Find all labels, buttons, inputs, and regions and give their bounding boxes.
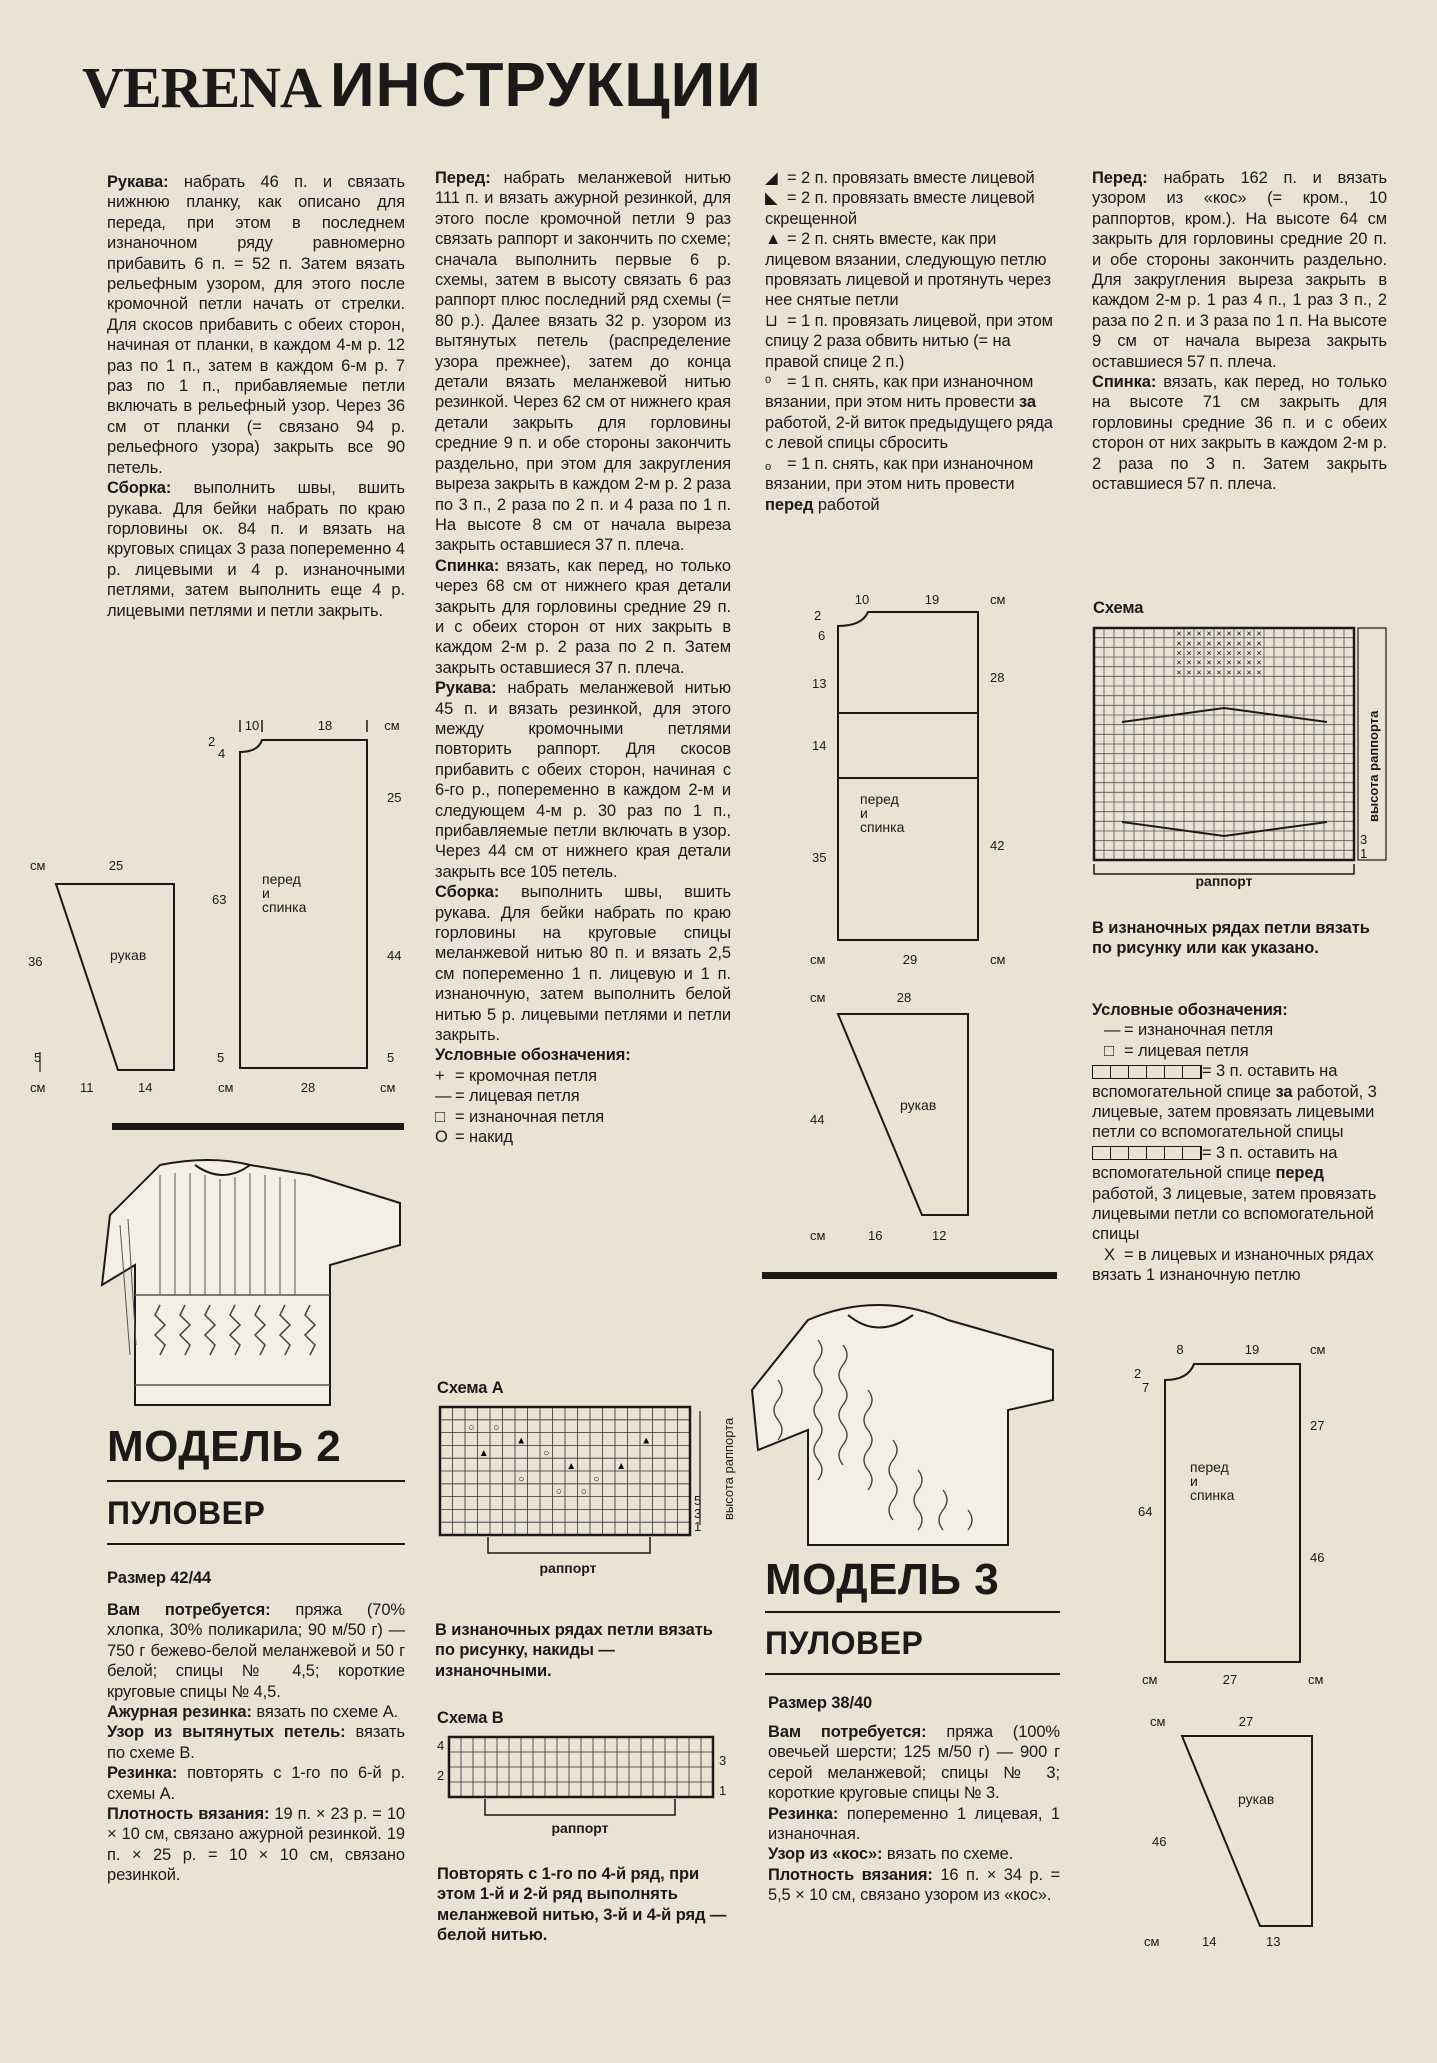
dim-label: 13 [1266, 1934, 1281, 1949]
legend-item: □ = изнаночная петля [435, 1107, 605, 1126]
spec-item: Вам потребуется: пряжа (100% овечьей шерсти; 125 м/50 г) — 900 г серой меланжевой; спицы № 3; короткие круговые спицы № 3. [768, 1723, 1060, 1803]
x-mark: × [1206, 638, 1212, 649]
dim-label: 42 [990, 838, 1005, 853]
col1-rule-bottom [107, 1543, 405, 1545]
dim-label: 46 [1152, 1834, 1167, 1849]
stitch-mark: ▲ [566, 1461, 577, 1472]
col4-legend [1092, 1000, 1387, 1286]
dim-label: 28 [896, 990, 912, 1005]
dim-label: 27 [1310, 1418, 1325, 1433]
legend-symbol: — [435, 1087, 452, 1106]
dim-label: 27 [1238, 1714, 1254, 1729]
model3-pattern-diagram [800, 590, 1060, 1250]
x-mark: × [1216, 648, 1222, 658]
x-mark: × [1196, 628, 1202, 639]
x-mark: × [1236, 628, 1242, 639]
x-mark: × [1216, 638, 1222, 649]
x-mark: × [1186, 648, 1192, 658]
x-mark: × [1256, 648, 1262, 658]
stitch-mark: ○ [555, 1486, 562, 1498]
rapport-label: раппорт [551, 1820, 609, 1836]
model3-sleeve-dims [810, 990, 946, 1243]
stitch-mark: ○ [580, 1486, 587, 1498]
dim-label: 64 [1138, 1504, 1153, 1519]
dim-label: 13 [812, 676, 827, 691]
dim-unit: см [30, 1080, 46, 1095]
x-mark: × [1176, 648, 1182, 658]
schema-a-title: Схема А [437, 1379, 504, 1397]
x-mark: × [1196, 657, 1202, 668]
x-mark: × [1206, 657, 1212, 668]
x-mark: × [1246, 648, 1252, 658]
col2-para-sleeves: Рукава: набрать меланжевой нитью 45 п. и вязать резинкой, для этого между кромочными петлями повторить раппорт. Для скосов прибавить с обеих сторон, начиная с 6-го р., попеременно в каждом 2-м и следующем 4-м р. 30 раз по 1 п., прибавляемые петли включать в узор. Через 44 см от нижнего края детали закрыть все 105 петель. [435, 679, 731, 881]
col2-para-assembly: Сборка: выполнить швы, вшить рукава. Для бейки набрать по краю горловины на круговые спицы меланжевой нитью 80 п. и вязать 2,5 см попеременно 1 п. лицевую и 1 п. изнаночную, затем выполнить белой нитью 5 р. лицевыми петлями и петли закрыть. [435, 883, 731, 1045]
dim-unit: см [990, 592, 1006, 607]
stitch-mark: ▲ [641, 1435, 652, 1447]
model2-title: МОДЕЛЬ 2 [107, 1422, 342, 1471]
row-label: 3 [1360, 832, 1368, 847]
dim-unit: см [218, 1080, 234, 1095]
spec-item: Резинка: повторять с 1-го по 6-й р. схемы А. [107, 1764, 405, 1803]
stitch-mark: ▲ [516, 1435, 527, 1447]
model2-pattern-diagram [20, 712, 420, 1107]
x-mark: × [1216, 667, 1222, 678]
cable-schema-chart [1092, 622, 1392, 892]
model3-size: Размер 38/40 [768, 1694, 873, 1712]
x-mark: × [1256, 667, 1262, 678]
row-label: 5 [694, 1493, 702, 1508]
stitch-mark: ○ [593, 1473, 600, 1485]
page-header [82, 48, 782, 138]
page-title: ИНСТРУКЦИИ [330, 51, 762, 120]
x-mark: × [1216, 628, 1222, 639]
dim-label: 27 [1222, 1672, 1238, 1687]
model2-sweater-illustration [100, 1155, 405, 1415]
schema-b-note: Повторять с 1-го по 4-й ряд, при этом 1-й и 2-й ряд выполнять меланжевой нитью, 3-й и 4-й ряд — белой нитью. [437, 1865, 727, 1945]
dim-label: 5 [217, 1050, 225, 1065]
spec-item: Вам потребуется: пряжа (70% хлопка, 30% поликарила; 90 м/50 г) — 750 г бежево-белой меланжевой и 50 г белой; спицы № 4,5; короткие круговые спицы № 4,5. [107, 1601, 406, 1701]
x-mark: × [1196, 638, 1202, 649]
legend-item: ◣ = 2 п. провязать вместе лицевой скрещенной [765, 189, 1035, 228]
col4-para-back: Спинка: вязать, как перед, но только на высоте 71 см закрыть для горловины средние 36 п. и с обеих сторон от них закрыть в каждом 2-м р. 2 раза по 3 п. Затем закрыть оставшиеся 57 п. плеча. [1092, 373, 1387, 494]
dim-label: 10 [854, 592, 870, 607]
dim-label: 19 [924, 592, 940, 607]
legend-item: ₒ = 1 п. снять, как при изнаночном вязании, при этом нить провести перед работой [765, 454, 1034, 514]
col3-legend [765, 168, 1060, 515]
rapport-label: раппорт [1195, 873, 1253, 889]
model3-body-piece [838, 612, 978, 940]
x-mark: × [1226, 628, 1232, 639]
dim-unit: см [1310, 1342, 1326, 1357]
dim-label: 7 [1142, 1380, 1150, 1395]
sleeve-label: рукав [900, 1097, 937, 1113]
dim-unit: см [30, 858, 46, 873]
legend-item: + = кромочная петля [435, 1066, 597, 1085]
model2-specs [107, 1600, 405, 1886]
schema-title: Схема [1093, 599, 1144, 617]
x-mark: × [1236, 667, 1242, 678]
model2-body-dims [208, 718, 401, 1095]
legend-item: X = в лицевых и изнаночных рядах вязать 1 изнаночную петлю [1092, 1245, 1374, 1285]
legend-item: = 3 п. оставить на вспомогательной спице перед работой, 3 лицевые, затем провязать лицевыми петли со вспомогательной спицы [1092, 1143, 1377, 1244]
legend-item: ◢ = 2 п. провязать вместе лицевой [765, 169, 1035, 187]
x-mark: × [1236, 648, 1242, 658]
schema-a-chart [438, 1405, 738, 1580]
x-mark: × [1236, 638, 1242, 649]
dim-label: 19 [1244, 1342, 1260, 1357]
x-mark: × [1186, 667, 1192, 678]
body-label: спинка [860, 819, 905, 835]
spec-item: Узор из вытянутых петель: вязать по схеме В. [107, 1723, 405, 1762]
body-label: и [1190, 1473, 1198, 1489]
x-mark: × [1246, 628, 1252, 639]
dim-label: 46 [1310, 1550, 1325, 1565]
model3-sweater-illustration [748, 1290, 1063, 1550]
dim-label: 16 [868, 1228, 883, 1243]
stitch-mark: ▲ [478, 1448, 489, 1460]
dim-label: 10 [244, 718, 260, 733]
legend-symbol: ◢ [765, 169, 778, 187]
dim-label: 4 [218, 746, 226, 761]
cable-left-symbol [1092, 1146, 1202, 1160]
x-mark: × [1256, 638, 1262, 649]
row-label: 3 [694, 1506, 702, 1521]
x-mark: × [1186, 657, 1192, 668]
col1-para-assembly: Сборка: выполнить швы, вшить рукава. Для бейки набрать по краю горловины ок. 84 п. и вязать на круговых спицах 3 раза попеременно 4 р. лицевыми и 4 р. изнаночными петлями, затем выполнить еще 4 р. лицевыми петлями и петли закрыть. [107, 479, 405, 620]
dim-unit: см [384, 718, 400, 733]
schema-a-note: В изнаночных рядах петли вязать по рисунку, накиды — изнаночными. [435, 1621, 713, 1680]
row-label: 1 [1360, 846, 1368, 861]
model3-sleeve-piece [838, 1014, 968, 1215]
dim-label: 8 [1176, 1342, 1184, 1357]
dim-unit: см [1150, 1714, 1166, 1729]
dim-label: 2 [208, 734, 216, 749]
dim-label: 35 [812, 850, 827, 865]
x-mark: × [1256, 628, 1262, 639]
sleeve-label: рукав [110, 947, 147, 963]
stitch-mark: ○ [518, 1473, 525, 1485]
dim-label: 11 [80, 1080, 94, 1095]
col2-para-back: Спинка: вязать, как перед, но только через 68 см от нижнего края детали закрыть для горловины средние 29 п. и с обеих сторон от них закрыть в каждом 2-м р. 2 раза по 2 п. Затем закрыть оставшиеся 37 п. плеча. [435, 556, 731, 677]
x-mark: × [1186, 628, 1192, 639]
legend-symbol: ▲ [765, 230, 782, 249]
x-mark: × [1226, 657, 1232, 668]
body-label: и [860, 805, 868, 821]
row-label: 1 [694, 1519, 702, 1534]
dim-unit: см [1142, 1672, 1158, 1687]
legend-symbol: + [435, 1066, 445, 1085]
x-mark: × [1206, 667, 1212, 678]
legend-item: — = изнаночная петля [1092, 1020, 1387, 1040]
legend-symbol: □ [435, 1107, 445, 1126]
x-mark: × [1226, 667, 1232, 678]
col4-sleeve-dims [1144, 1714, 1280, 1949]
x-mark: × [1246, 667, 1252, 678]
legend-item: = 3 п. оставить на вспомогательной спице за работой, 3 лицевые, затем провязать лицевыми петли со вспомогательной спицы [1092, 1062, 1377, 1142]
model3-specs [768, 1722, 1060, 1906]
dim-label: 28 [300, 1080, 316, 1095]
dim-unit: см [990, 952, 1006, 967]
legend-symbol: ₒ [765, 454, 772, 473]
stitch-mark: ○ [543, 1448, 550, 1460]
dim-label: 36 [28, 954, 43, 969]
dim-unit: см [1308, 1672, 1324, 1687]
row-label: 3 [719, 1753, 727, 1768]
x-mark: × [1246, 638, 1252, 649]
cable-right-symbol [1092, 1065, 1202, 1079]
col1-rule-top [112, 1123, 404, 1130]
body-label: и [262, 885, 270, 901]
legend-item: □ = лицевая петля [1092, 1041, 1387, 1061]
schema-b-title: Схема В [437, 1709, 504, 1727]
schema-b-chart [435, 1735, 735, 1845]
legend-symbol: ⊔ [765, 311, 778, 330]
dim-label: 5 [34, 1050, 42, 1065]
spec-item: Ажурная резинка: вязать по схеме А. [107, 1703, 399, 1722]
legend-item: ᵒ = 1 п. снять, как при изнаночном вязании, при этом нить провести за работой, 2-й виток предыдущего ряда с левой спицы сбросить [765, 373, 1053, 453]
dim-label: 18 [317, 718, 333, 733]
x-mark: × [1196, 667, 1202, 678]
dim-unit: см [380, 1080, 396, 1095]
col4-body-piece [1165, 1364, 1300, 1662]
legend-item: ⊔ = 1 п. провязать лицевой, при этом спицу 2 раза обвить нитью (= на правой спице 2 п.) [765, 311, 1053, 371]
dim-label: 6 [818, 628, 826, 643]
spec-item: Резинка: попеременно 1 лицевая, 1 изнаночная. [768, 1804, 1060, 1844]
dim-label: 25 [108, 858, 124, 873]
model2-size: Размер 42/44 [107, 1569, 212, 1587]
model2-garment: ПУЛОВЕР [107, 1495, 266, 1531]
col4-sleeve-piece [1182, 1736, 1312, 1926]
col2-legend-title: Условные обозначения: [435, 1046, 631, 1065]
row-label: 2 [437, 1768, 445, 1783]
row-label: 1 [719, 1783, 727, 1798]
col4-pattern-diagram [1130, 1340, 1380, 1960]
body-label: перед [1190, 1459, 1229, 1475]
col3-rule-bottom [765, 1673, 1060, 1675]
dim-label: 25 [387, 790, 402, 805]
sleeve-label: рукав [1238, 1791, 1275, 1807]
col3-rule-mid [765, 1611, 1060, 1613]
x-mark: × [1236, 657, 1242, 668]
col3-rule-top [762, 1272, 1057, 1279]
dim-unit: см [810, 952, 826, 967]
legend-symbol: X [1104, 1245, 1115, 1264]
spec-item: Плотность вязания: 19 п. × 23 р. = 10 × 10 см, связано ажурной резинкой. 19 п. × 25 р. = 10 × 10 см, связано резинкой. [107, 1805, 405, 1885]
x-mark: × [1176, 628, 1182, 639]
col4-legend-title: Условные обозначения: [1092, 1001, 1288, 1019]
schema-a-side-label: высота раппорта [721, 1417, 736, 1520]
model2-sleeve-piece [56, 884, 174, 1070]
x-mark: × [1176, 657, 1182, 668]
body-label: перед [860, 791, 899, 807]
legend-item: ▲ = 2 п. снять вместе, как при лицевом вязании, следующую петлю провязать лицевой и протянуть через нее снятые петли [765, 230, 1051, 310]
dim-label: 2 [814, 608, 822, 623]
col1-text [107, 172, 405, 621]
dim-label: 14 [812, 738, 827, 753]
brand-logo: VERENA [82, 55, 321, 120]
row-label: 4 [437, 1738, 445, 1753]
rapport-label: раппорт [539, 1560, 597, 1576]
x-mark: × [1216, 657, 1222, 668]
legend-symbol: — [1104, 1021, 1121, 1040]
spec-item: Узор из «кос»: вязать по схеме. [768, 1845, 1014, 1864]
x-mark: × [1206, 628, 1212, 639]
legend-item: O = накид [435, 1128, 513, 1147]
stitch-mark: ○ [468, 1422, 475, 1434]
model3-title: МОДЕЛЬ 3 [765, 1555, 1000, 1604]
dim-label: 28 [990, 670, 1005, 685]
dim-label: 14 [138, 1080, 153, 1095]
schema-side-label: высота раппорта [1366, 710, 1381, 822]
x-mark: × [1196, 648, 1202, 658]
body-label: спинка [262, 899, 307, 915]
schema-note: В изнаночных рядах петли вязать по рисунку или как указано. [1092, 919, 1370, 958]
col4-body-dims [1134, 1342, 1326, 1687]
col1-para-sleeves: Рукава: набрать 46 п. и связать нижнюю планку, как описано для переда, при этом в последнем изнаночном ряду равномерно прибавить 6 п. = 52 п. Затем вязать рельефным узором, для этого после кромочной петли начать от стрелки. Для скосов прибавить с обеих сторон, начиная от планки, в каждом 4-м р. 12 раз по 1 п., затем в каждом 6-м р. 7 раз по 1 п., прибавляемые петли включать в рельефный узор. Через 36 см от планки (= связано 94 р. рельефного узора) закрыть все 90 петель. [107, 173, 405, 477]
model3-garment: ПУЛОВЕР [765, 1625, 924, 1661]
dim-label: 5 [387, 1050, 395, 1065]
col4-para-front: Перед: набрать 162 п. и вязать узором из «кос» (= кром., 10 раппортов, кром.). На высоте 64 см закрыть для горловины средние 20 п. и обе стороны закончить раздельно. Для закругления выреза закрыть в каждом 2-м р. 1 раз 4 п., 1 раз 3 п., 2 раза по 2 п. и 3 раза по 1 п. На высоте 9 см от начала выреза закрыть оставшиеся 57 п. плеча. [1092, 169, 1387, 371]
legend-symbol: ᵒ [765, 373, 772, 392]
x-mark: × [1186, 638, 1192, 649]
dim-label: 63 [212, 892, 227, 907]
x-mark: × [1246, 657, 1252, 668]
dim-unit: см [1144, 1934, 1160, 1949]
col4-text [1092, 168, 1387, 495]
stitch-mark: ▲ [616, 1461, 627, 1472]
body-label: перед [262, 871, 301, 887]
dim-label: 12 [932, 1228, 947, 1243]
stitch-mark: ○ [493, 1422, 500, 1434]
dim-unit: см [810, 1228, 826, 1243]
model3-body-dims [810, 592, 1006, 967]
col1-rule-mid [107, 1480, 405, 1482]
dim-label: 44 [810, 1112, 825, 1127]
spec-item: Плотность вязания: 16 п. × 34 р. = 5,5 × 10 см, связано узором из «кос». [768, 1865, 1060, 1905]
model2-sleeve-dims [28, 858, 152, 1095]
legend-symbol: ◣ [765, 189, 778, 208]
legend-symbol: O [435, 1128, 448, 1147]
x-mark: × [1256, 657, 1262, 668]
dim-label: 29 [902, 952, 918, 967]
x-mark: × [1176, 638, 1182, 649]
dim-label: 2 [1134, 1366, 1142, 1381]
x-mark: × [1226, 638, 1232, 649]
body-label: спинка [1190, 1487, 1235, 1503]
x-mark: × [1226, 648, 1232, 658]
cable-line [1122, 822, 1327, 836]
dim-unit: см [810, 990, 826, 1005]
x-mark: × [1176, 667, 1182, 678]
x-mark: × [1206, 648, 1212, 658]
dim-label: 14 [1202, 1934, 1217, 1949]
col2-text [435, 168, 731, 1148]
legend-symbol: □ [1104, 1041, 1114, 1060]
legend-item: — = лицевая петля [435, 1087, 580, 1106]
dim-label: 44 [387, 948, 402, 963]
col2-para-front: Перед: набрать меланжевой нитью 111 п. и вязать ажурной резинкой, для этого после кромочной петли 9 раз связать раппорт и закончить по схеме; сначала выполнить первые 6 р. схемы, затем в высоту связать 6 раз раппорт плюс последний ряд схемы (= 80 р.). Далее вязать 32 р. узором из вытянутых петель (распределение узора прежнее), затем до конца детали вязать меланжевой нитью резинкой. Через 62 см от нижнего края детали закрыть для горловины средние 9 п. и обе стороны закончить раздельно, при этом для закругления выреза закрыть в каждом 2-м р. 2 раза по 3 п., 2 раза по 2 п. и 4 раза по 1 п. На высоте 8 см от начала выреза закрыть оставшиеся 37 п. плеча. [435, 169, 731, 555]
